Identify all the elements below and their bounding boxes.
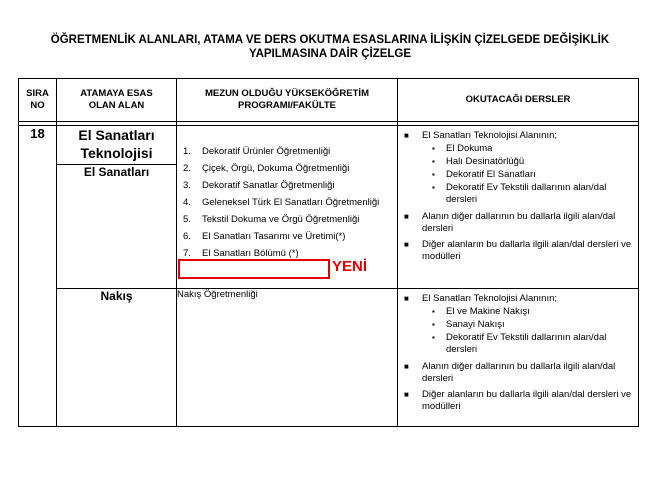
header-row xyxy=(19,79,639,122)
bullet-icon: ▪ xyxy=(432,170,435,179)
bullet-icon: ▪ xyxy=(432,157,435,166)
list-item xyxy=(404,211,634,235)
program-num: 3. xyxy=(183,180,191,191)
list-item xyxy=(183,163,393,175)
ders-sub-list xyxy=(422,143,634,206)
ders-item-text: Diğer alanların bu dallarla ilgili alan/dal dersleri ve modülleri xyxy=(422,389,632,412)
dersler-list-bottom xyxy=(398,289,638,421)
program-num: 4. xyxy=(183,197,191,208)
bullet-icon: ■ xyxy=(404,362,409,371)
list-item xyxy=(432,169,634,181)
list-item xyxy=(432,182,634,206)
dersler-list-top xyxy=(398,126,638,271)
list-item xyxy=(404,389,634,413)
header-sira-line1: SIRA xyxy=(26,88,49,99)
bullet-icon: ■ xyxy=(404,240,409,249)
ders-item-text: Alanın diğer dallarının bu dallarla ilgili alan/dal dersleri xyxy=(422,211,616,234)
title-line-1: ÖĞRETMENLİK ALANLARI, ATAMA VE DERS OKUTMA ESASLARINA İLİŞKİN ÇİZELGEDE DEĞİŞİKLİK xyxy=(50,34,610,46)
ders-item-block xyxy=(422,293,634,357)
list-item xyxy=(432,332,634,356)
ders-sub-text: Dekoratif El Sanatları xyxy=(446,169,536,180)
alan-nakis: Nakış xyxy=(57,289,177,427)
bullet-icon: ■ xyxy=(404,212,409,221)
alan-top-line1: El Sanatları xyxy=(78,127,155,143)
bullet-icon: ▪ xyxy=(432,333,435,342)
sira-no: 18 xyxy=(19,126,57,427)
bullet-icon: ■ xyxy=(404,294,409,303)
program-num: 6. xyxy=(183,231,191,242)
program-num: 1. xyxy=(183,146,191,157)
header-program-line1: MEZUN OLDUĞU YÜKSEKÖĞRETİM xyxy=(205,88,369,99)
title-line-2: YAPILMASINA DAİR ÇİZELGE xyxy=(248,48,412,60)
header-program-line2: PROGRAMI/FAKÜLTE xyxy=(238,100,336,111)
alan-el-sanatlari: El Sanatları xyxy=(57,165,177,289)
new-badge: YENİ xyxy=(332,258,368,275)
ders-item-text: El Sanatları Teknolojisi Alanının; xyxy=(422,293,558,304)
list-item xyxy=(404,361,634,385)
nakis-program: Nakış Öğretmenliği xyxy=(177,289,398,427)
ders-sub-text: El ve Makine Nakışı xyxy=(446,306,530,317)
list-item xyxy=(404,239,634,263)
ders-item-text: Diğer alanların bu dallarla ilgili alan/dal dersleri ve modülleri xyxy=(422,239,632,262)
ders-item-text: El Sanatları Teknolojisi Alanının; xyxy=(422,130,558,141)
row-alan-bottom xyxy=(19,289,639,427)
header-alan-line2: OLAN ALAN xyxy=(88,100,145,111)
ders-sub-text: El Dokuma xyxy=(446,143,493,154)
list-item xyxy=(404,293,634,357)
ders-sub-list xyxy=(422,306,634,356)
ders-item-text: Alanın diğer dallarının bu dallarla ilgili alan/dal dersleri xyxy=(422,361,616,384)
ders-sub-text: Halı Desinatörlüğü xyxy=(446,156,525,167)
program-text: Tekstil Dokuma ve Örgü Öğretmenliği xyxy=(202,214,360,225)
header-program xyxy=(177,79,398,122)
list-item xyxy=(432,156,634,168)
dersler-cell-top xyxy=(398,126,639,289)
program-text: Dekoratif Ürünler Öğretmenliği xyxy=(202,146,331,157)
program-num: 2. xyxy=(183,163,191,174)
program-text: Geleneksel Türk El Sanatları Öğretmenliği xyxy=(202,197,380,208)
document-title xyxy=(0,33,660,61)
new-item-highlight-box xyxy=(178,259,330,279)
bullet-icon: ■ xyxy=(404,390,409,399)
list-item xyxy=(183,146,393,158)
bullet-icon: ▪ xyxy=(432,320,435,329)
list-item xyxy=(432,306,634,318)
header-alan-line1: ATAMAYA ESAS xyxy=(80,88,153,99)
list-item xyxy=(183,214,393,226)
header-sira-line2: NO xyxy=(30,100,45,111)
ders-sub-text: Dekoratif Ev Tekstili dallarının alan/dal dersleri xyxy=(446,182,607,205)
list-item xyxy=(432,319,634,331)
header-alan xyxy=(57,79,177,122)
program-text: Dekoratif Sanatlar Öğretmenliği xyxy=(202,180,335,191)
list-item xyxy=(183,197,393,209)
program-text: El Sanatları Tasarımı ve Üretimi(*) xyxy=(202,231,346,242)
program-text: El Sanatları Bölümü (*) xyxy=(202,248,299,259)
bullet-icon: ▪ xyxy=(432,144,435,153)
program-list xyxy=(177,126,397,260)
assignment-table xyxy=(18,78,639,427)
bullet-icon: ■ xyxy=(404,131,409,140)
ders-sub-text: Dekoratif Ev Tekstili dallarının alan/dal dersleri xyxy=(446,332,607,355)
header-dersler: OKUTACAĞI DERSLER xyxy=(398,79,639,122)
list-item xyxy=(404,130,634,207)
alan-el-sanatlari-teknolojisi xyxy=(57,126,177,165)
list-item xyxy=(432,143,634,155)
list-item xyxy=(183,180,393,192)
list-item xyxy=(183,231,393,243)
ders-item-block xyxy=(422,130,634,207)
bullet-icon: ▪ xyxy=(432,307,435,316)
alan-top-line2: Teknolojisi xyxy=(80,145,153,161)
program-num: 5. xyxy=(183,214,191,225)
header-sira xyxy=(19,79,57,122)
program-num: 7. xyxy=(183,248,191,259)
program-text: Çiçek, Örgü, Dokuma Öğretmenliği xyxy=(202,163,350,174)
row-alan-top xyxy=(19,126,639,165)
dersler-cell-bottom xyxy=(398,289,639,427)
ders-sub-text: Sanayi Nakışı xyxy=(446,319,505,330)
bullet-icon: ▪ xyxy=(432,183,435,192)
